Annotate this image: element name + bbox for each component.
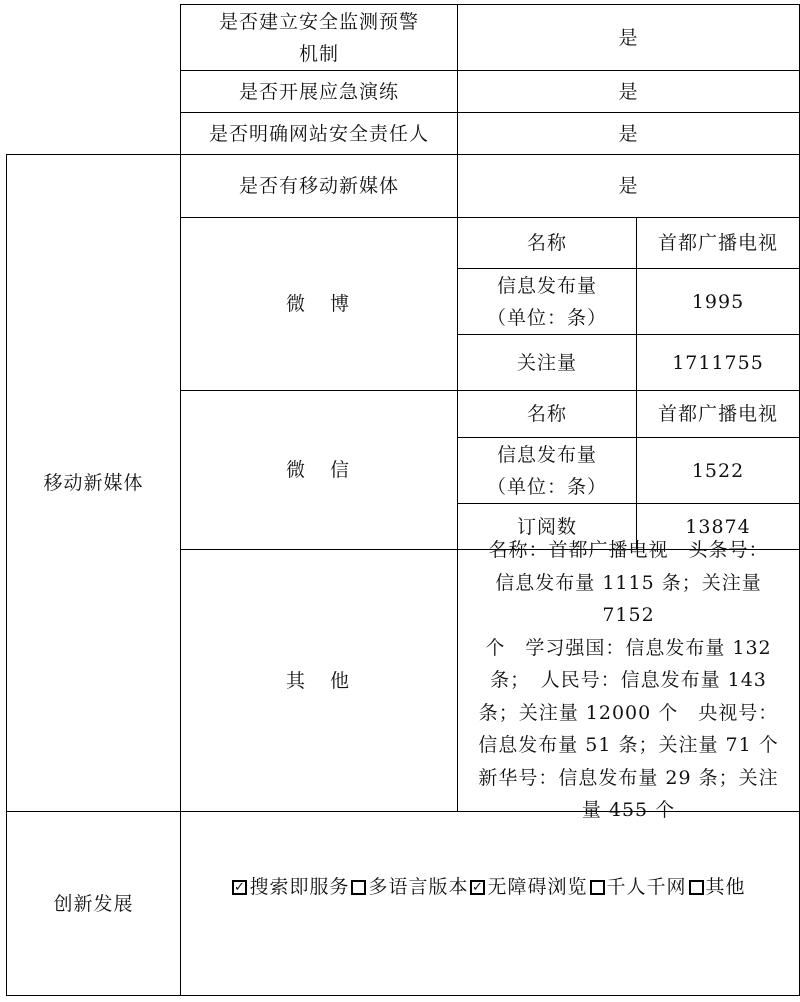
emergency-drill-value: 是	[618, 80, 639, 103]
other-line: 新华号：信息发布量 29 条；关注	[478, 766, 779, 789]
weibo-posts-value: 1995	[691, 290, 745, 313]
label-line-2: 机制	[298, 42, 339, 65]
posts-unit-line: （单位：条）	[486, 306, 607, 329]
innovation-options	[181, 812, 799, 962]
posts-label-line: 信息发布量	[496, 274, 597, 297]
has-mobile-media-label: 是否有移动新媒体	[238, 175, 399, 197]
option-label: 搜索即服务	[249, 876, 350, 898]
other-line: 条； 人民号：信息发布量 143	[490, 669, 767, 692]
posts-unit-line: （单位：条）	[486, 475, 607, 498]
other-line: 信息发布量 1115 条；关注量 7152	[495, 571, 762, 627]
weibo-name-value: 首都广播电视	[657, 232, 778, 254]
grid-line	[6, 995, 800, 996]
weibo-follow-value: 1711755	[672, 351, 764, 374]
checkbox-accessibility[interactable]: ✓	[472, 879, 484, 895]
posts-label-line: 信息发布量	[496, 443, 597, 466]
weixin-posts-value: 1522	[691, 459, 745, 482]
checkbox-multilingual[interactable]	[351, 880, 366, 895]
option-label: 多语言版本	[368, 876, 469, 898]
checkbox-personalized[interactable]	[590, 880, 605, 895]
weibo-label: 微 博	[285, 293, 352, 315]
security-officer-value: 是	[618, 122, 639, 145]
emergency-drill-label: 是否开展应急演练	[238, 80, 399, 103]
other-line: 名称：首都广播电视 头条号：	[488, 539, 769, 562]
weibo-follow-label: 关注量	[516, 351, 577, 374]
weixin-name-label: 名称	[526, 403, 567, 425]
checkbox-other[interactable]	[689, 880, 704, 895]
weibo-name-label: 名称	[526, 232, 567, 254]
other-line: 条；关注量 12000 个 央视号：	[478, 701, 779, 724]
weixin-posts-label	[458, 438, 636, 503]
other-line: 个 学习强国：信息发布量 132	[485, 636, 772, 659]
other-line: 量 455 个	[581, 799, 676, 822]
monitoring-warning-value: 是	[618, 26, 639, 49]
checkbox-group	[232, 871, 747, 903]
other-line: 信息发布量 51 条；关注量 71 个	[478, 734, 779, 757]
has-mobile-media-value: 是	[618, 175, 639, 197]
weixin-sub-value: 13874	[685, 515, 751, 538]
weixin-label: 微 信	[285, 459, 352, 481]
mobile-media-section-label: 移动新媒体	[43, 472, 144, 494]
other-media-label: 其 他	[285, 669, 352, 692]
option-label: 其他	[705, 876, 746, 898]
option-label: 千人千网	[606, 876, 687, 898]
security-officer-label: 是否明确网站安全责任人	[208, 122, 429, 145]
option-label: 无障碍浏览	[487, 876, 588, 898]
label-line-1: 是否建立安全监测预警	[218, 10, 419, 33]
monitoring-warning-label	[181, 5, 457, 70]
weixin-sub-label: 订阅数	[516, 515, 577, 538]
innovation-label: 创新发展	[53, 892, 134, 915]
other-media-details	[458, 539, 799, 822]
weibo-posts-label	[458, 269, 636, 334]
checkbox-search-as-service[interactable]: ✓	[234, 879, 246, 895]
weixin-name-value: 首都广播电视	[657, 403, 778, 425]
